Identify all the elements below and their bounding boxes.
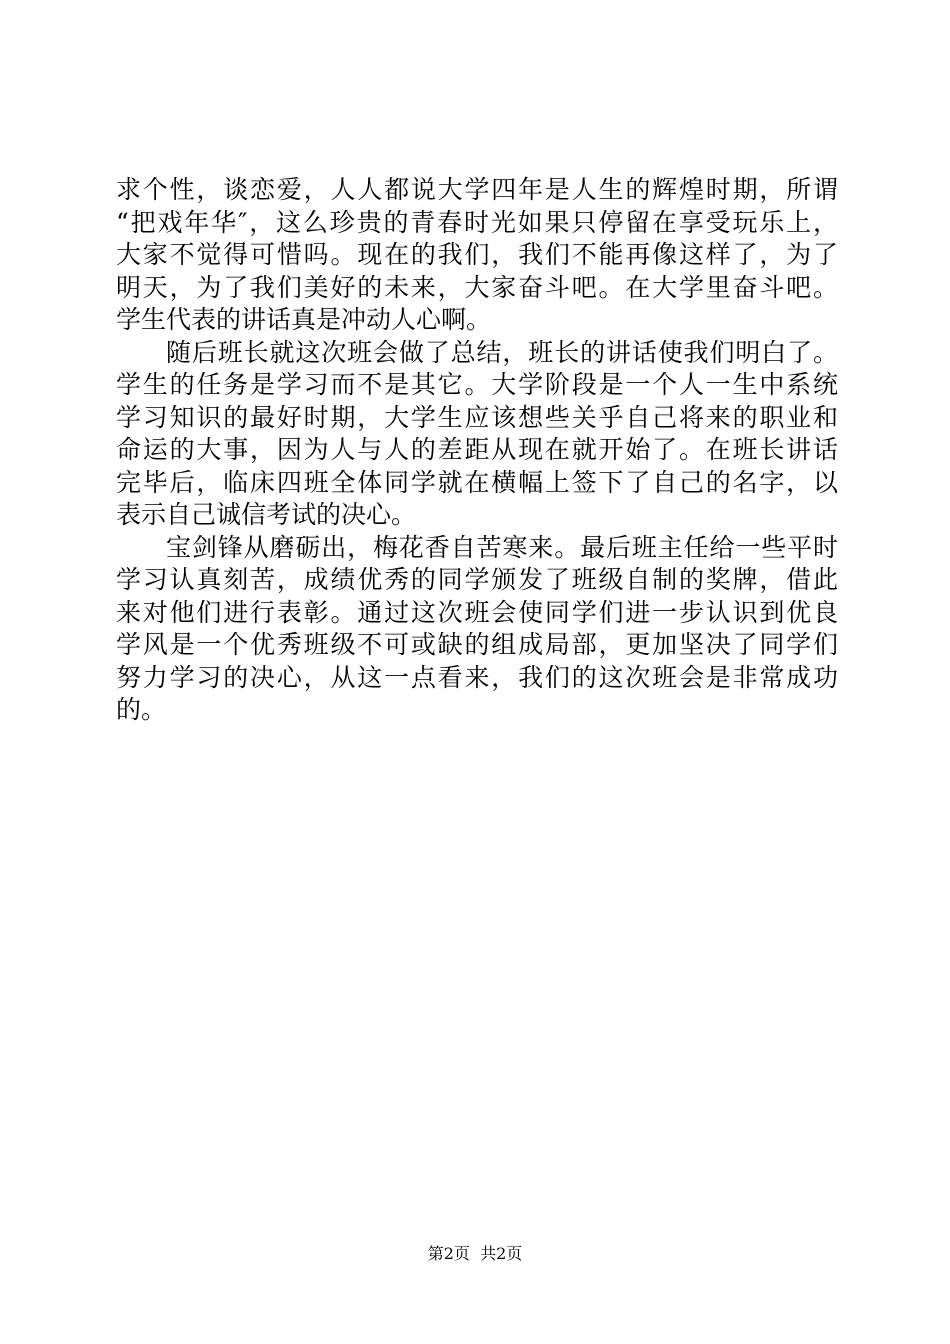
- text-line: 随后班长就这次班会做了总结，班长的讲话使我们明白了。: [166, 337, 838, 367]
- text-line: 学生代表的讲话真是冲动人心啊。: [116, 305, 492, 334]
- text-line: 学生的任务是学习而不是其它。大学阶段是一个人一生中系统: [116, 370, 838, 399]
- text-line: 学风是一个优秀班级不可或缺的组成局部，更加坚决了同学们: [116, 630, 838, 659]
- page-footer: [0, 1244, 950, 1264]
- text-line: “把戏年华″，这么珍贵的青春时光如果只停留在享受玩乐上，: [116, 207, 838, 237]
- text-line: 表示自己诚信考试的决心。: [116, 500, 417, 529]
- text-line: 命运的大事，因为人与人的差距从现在就开始了。在班长讲话: [116, 435, 838, 464]
- text-line: 的。: [116, 695, 167, 724]
- text-line: 宝剑锋从磨砺出，梅花香自苦寒来。最后班主任给一些平时: [166, 532, 838, 562]
- text-line: 来对他们进行表彰。通过这次班会使同学们进一步认识到优良: [116, 597, 838, 627]
- text-line: 大家不觉得可惜吗。现在的我们，我们不能再像这样了，为了: [116, 240, 838, 269]
- document-body: [116, 174, 838, 727]
- text-line: 求个性，谈恋爱，人人都说大学四年是人生的辉煌时期，所谓: [116, 175, 838, 204]
- text-line: 完毕后，临床四班全体同学就在横幅上签下了自己的名字，以: [116, 467, 838, 497]
- text-line: 学习知识的最好时期，大学生应该想些关乎自己将来的职业和: [116, 402, 838, 432]
- page-number-label: 第2页 共2页: [427, 1244, 523, 1263]
- text-line: 学习认真刻苦，成绩优秀的同学颁发了班级自制的奖牌，借此: [116, 565, 838, 594]
- text-line: 努力学习的决心，从这一点看来，我们的这次班会是非常成功: [116, 662, 838, 692]
- text-line: 明天，为了我们美好的未来，大家奋斗吧。在大学里奋斗吧。: [116, 272, 838, 302]
